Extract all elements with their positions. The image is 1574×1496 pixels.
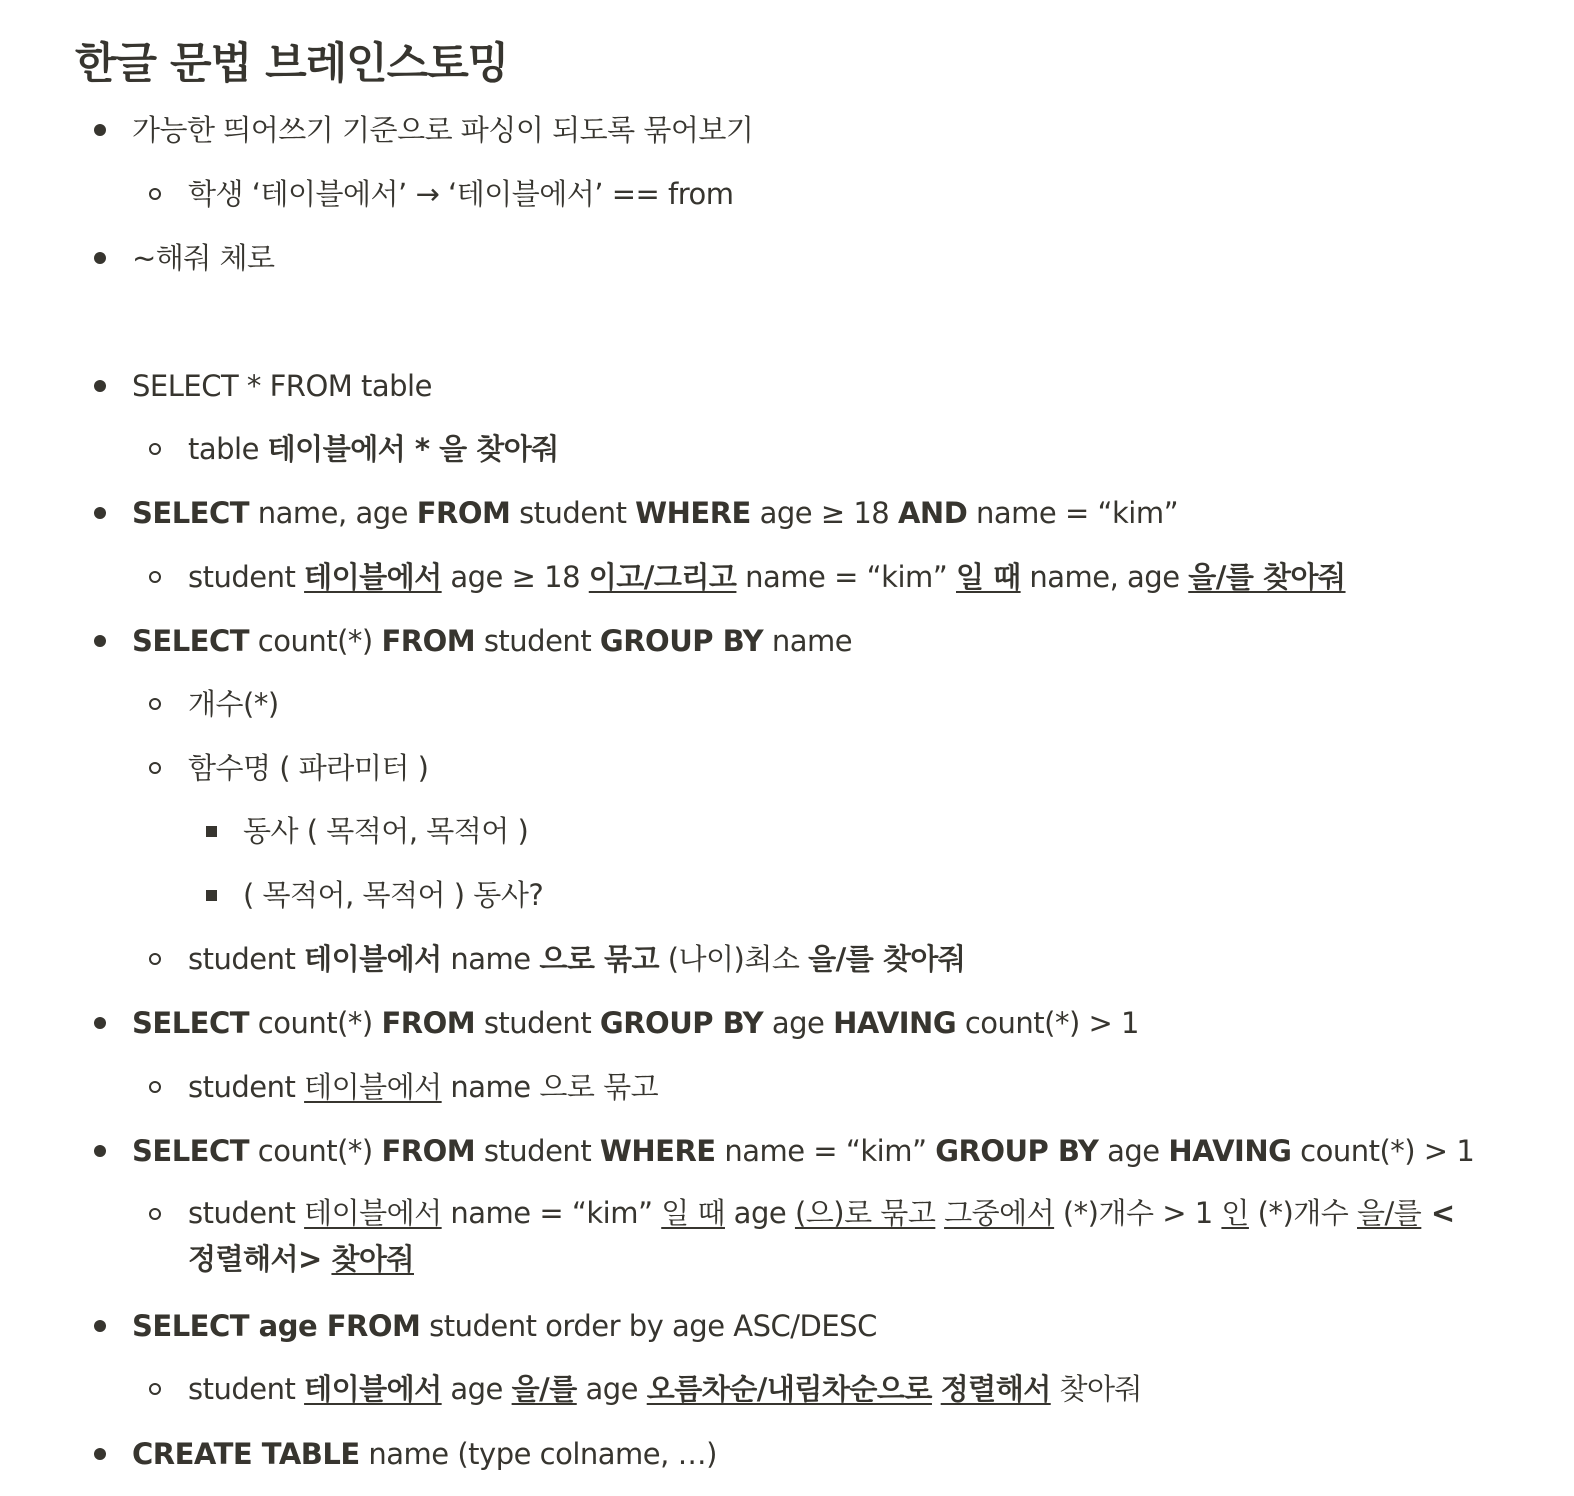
text-segment: age [576, 1372, 647, 1406]
text-segment: 그중에서 [944, 1196, 1055, 1230]
text-segment: 동사 ( 목적어, 목적어 ) [243, 814, 529, 848]
text-segment: name (type colname, …) [359, 1437, 717, 1471]
text-segment: age [724, 1196, 795, 1230]
text-segment: 테이블에서 * 을 찾아줘 [267, 432, 559, 466]
page-title: 한글 문법 브레인스토밍 [75, 39, 509, 89]
list-item [188, 553, 1346, 601]
text-segment: 으로 묶고 [539, 942, 659, 976]
text-segment: 인 [1221, 1196, 1249, 1230]
text-segment: (나이)최소 [659, 942, 809, 976]
bullet-disc-icon [94, 507, 106, 519]
bullet-circle-icon [149, 188, 161, 200]
text-segment: student [188, 1070, 305, 1104]
text-segment: age [763, 1006, 834, 1040]
list-item [132, 362, 432, 410]
text-segment: name [763, 624, 853, 658]
text-segment: 찾아줘 [331, 1242, 414, 1276]
text-segment: student [475, 1134, 600, 1168]
text-segment: age ≥ 18 [441, 560, 589, 594]
text-segment: name, age [1020, 560, 1189, 594]
list-item [132, 1127, 1474, 1175]
bullet-circle-icon [149, 571, 161, 583]
bullet-disc-icon [94, 380, 106, 392]
text-segment: FROM [381, 1006, 476, 1040]
text-segment: (*)개수 > 1 [1054, 1196, 1222, 1230]
text-segment: 이고/그리고 [588, 560, 737, 594]
text-segment [935, 1196, 944, 1230]
text-segment: FROM [381, 624, 476, 658]
text-segment: count(*) > 1 [1291, 1134, 1475, 1168]
text-segment: count(*) [249, 624, 382, 658]
text-segment: table [188, 432, 268, 466]
text-segment: age [1098, 1134, 1169, 1168]
text-segment: count(*) > 1 [956, 1006, 1139, 1040]
text-segment [932, 1372, 941, 1406]
text-segment: WHERE [635, 496, 751, 530]
text-segment: 테이블에서 [304, 1196, 442, 1230]
text-segment: (으)로 묶고 [794, 1196, 936, 1230]
text-segment: student [475, 624, 600, 658]
text-segment: name = “kim” [715, 1134, 936, 1168]
text-segment: count(*) [249, 1134, 382, 1168]
bullet-circle-icon [149, 1383, 161, 1395]
bullet-square-icon [206, 826, 217, 837]
text-segment: 테이블에서 [304, 1070, 442, 1104]
text-segment: ~해줘 체로 [132, 241, 275, 275]
list-item [188, 1365, 1142, 1413]
text-segment: 오름차순/내림차순으로 [646, 1372, 932, 1406]
list-item [188, 935, 965, 983]
list-item [243, 871, 543, 919]
text-segment: 학생 ‘테이블에서’ → ‘테이블에서’ == from [188, 177, 734, 211]
bullet-circle-icon [149, 953, 161, 965]
text-segment: name = “kim” [441, 1196, 662, 1230]
text-segment: student [188, 1372, 305, 1406]
text-segment: student [188, 942, 305, 976]
text-segment: HAVING [833, 1006, 957, 1040]
bullet-disc-icon [94, 1448, 106, 1460]
list-item [132, 489, 1178, 537]
text-segment: count(*) [249, 1006, 382, 1040]
list-item [132, 1430, 717, 1478]
text-segment: SELECT [132, 496, 250, 530]
text-segment: WHERE [599, 1134, 716, 1168]
text-segment: SELECT [132, 624, 250, 658]
text-segment: student [188, 560, 305, 594]
list-item [188, 1190, 1478, 1282]
text-segment: 개수(*) [188, 687, 279, 721]
text-segment: CREATE TABLE [132, 1437, 360, 1471]
text-segment: 테이블에서 [304, 1372, 442, 1406]
text-segment: 테이블에서 [304, 560, 442, 594]
text-segment: SELECT age FROM [132, 1309, 421, 1343]
text-segment: 찾아줘 [1050, 1372, 1142, 1406]
bullet-square-icon [206, 890, 217, 901]
text-segment: name, age [249, 496, 417, 530]
list-item [243, 807, 528, 855]
list-item [188, 170, 734, 218]
text-segment: age ≥ 18 [750, 496, 898, 530]
text-segment: GROUP BY [599, 624, 764, 658]
text-segment: SELECT [132, 1006, 250, 1040]
text-segment: student [475, 1006, 600, 1040]
list-item [188, 1063, 658, 1111]
list-item [132, 106, 753, 154]
text-segment: <정렬해서> [188, 1196, 1455, 1276]
bullet-circle-icon [149, 1081, 161, 1093]
text-segment: 을/를 찾아줘 [1188, 560, 1346, 594]
list-item [132, 999, 1139, 1047]
text-segment: age [441, 1372, 512, 1406]
bullet-circle-icon [149, 762, 161, 774]
list-item [188, 425, 559, 473]
text-segment: 일 때 [661, 1196, 725, 1230]
text-segment: 함수명 ( 파라미터 ) [188, 751, 429, 785]
list-item [188, 744, 428, 792]
bullet-disc-icon [94, 1320, 106, 1332]
text-segment: SELECT * FROM table [132, 369, 432, 403]
bullet-disc-icon [94, 124, 106, 136]
text-segment: name [441, 942, 540, 976]
text-segment: FROM [416, 496, 511, 530]
text-segment: 정렬해서 [940, 1372, 1051, 1406]
bullet-disc-icon [94, 1017, 106, 1029]
text-segment: student order by age ASC/DESC [420, 1309, 877, 1343]
text-segment: name = “kim” [736, 560, 956, 594]
text-segment: HAVING [1168, 1134, 1292, 1168]
text-segment: name 으로 묶고 [441, 1070, 659, 1104]
text-segment: 을/를 [1357, 1196, 1422, 1230]
list-item [188, 680, 279, 728]
list-item [132, 1302, 877, 1350]
text-segment: 가능한 띄어쓰기 기준으로 파싱이 되도록 묶어보기 [132, 113, 754, 147]
bullet-disc-icon [94, 252, 106, 264]
bullet-disc-icon [94, 635, 106, 647]
text-segment: 을/를 찾아줘 [808, 942, 966, 976]
text-segment: AND [897, 496, 968, 530]
bullet-circle-icon [149, 1208, 161, 1220]
bullet-circle-icon [149, 443, 161, 455]
text-segment: ( 목적어, 목적어 ) 동사? [243, 878, 544, 912]
list-item [132, 234, 275, 282]
text-segment: 테이블에서 [304, 942, 442, 976]
text-segment: (*)개수 [1248, 1196, 1358, 1230]
text-segment: student [510, 496, 636, 530]
text-segment: 일 때 [956, 560, 1021, 594]
text-segment: FROM [381, 1134, 476, 1168]
text-segment: SELECT [132, 1134, 250, 1168]
text-segment: GROUP BY [599, 1006, 764, 1040]
text-segment: student [188, 1196, 305, 1230]
bullet-disc-icon [94, 1145, 106, 1157]
text-segment: 을/를 [511, 1372, 577, 1406]
text-segment: name = “kim” [967, 496, 1179, 530]
text-segment: GROUP BY [935, 1134, 1099, 1168]
list-item [132, 617, 852, 665]
bullet-circle-icon [149, 698, 161, 710]
